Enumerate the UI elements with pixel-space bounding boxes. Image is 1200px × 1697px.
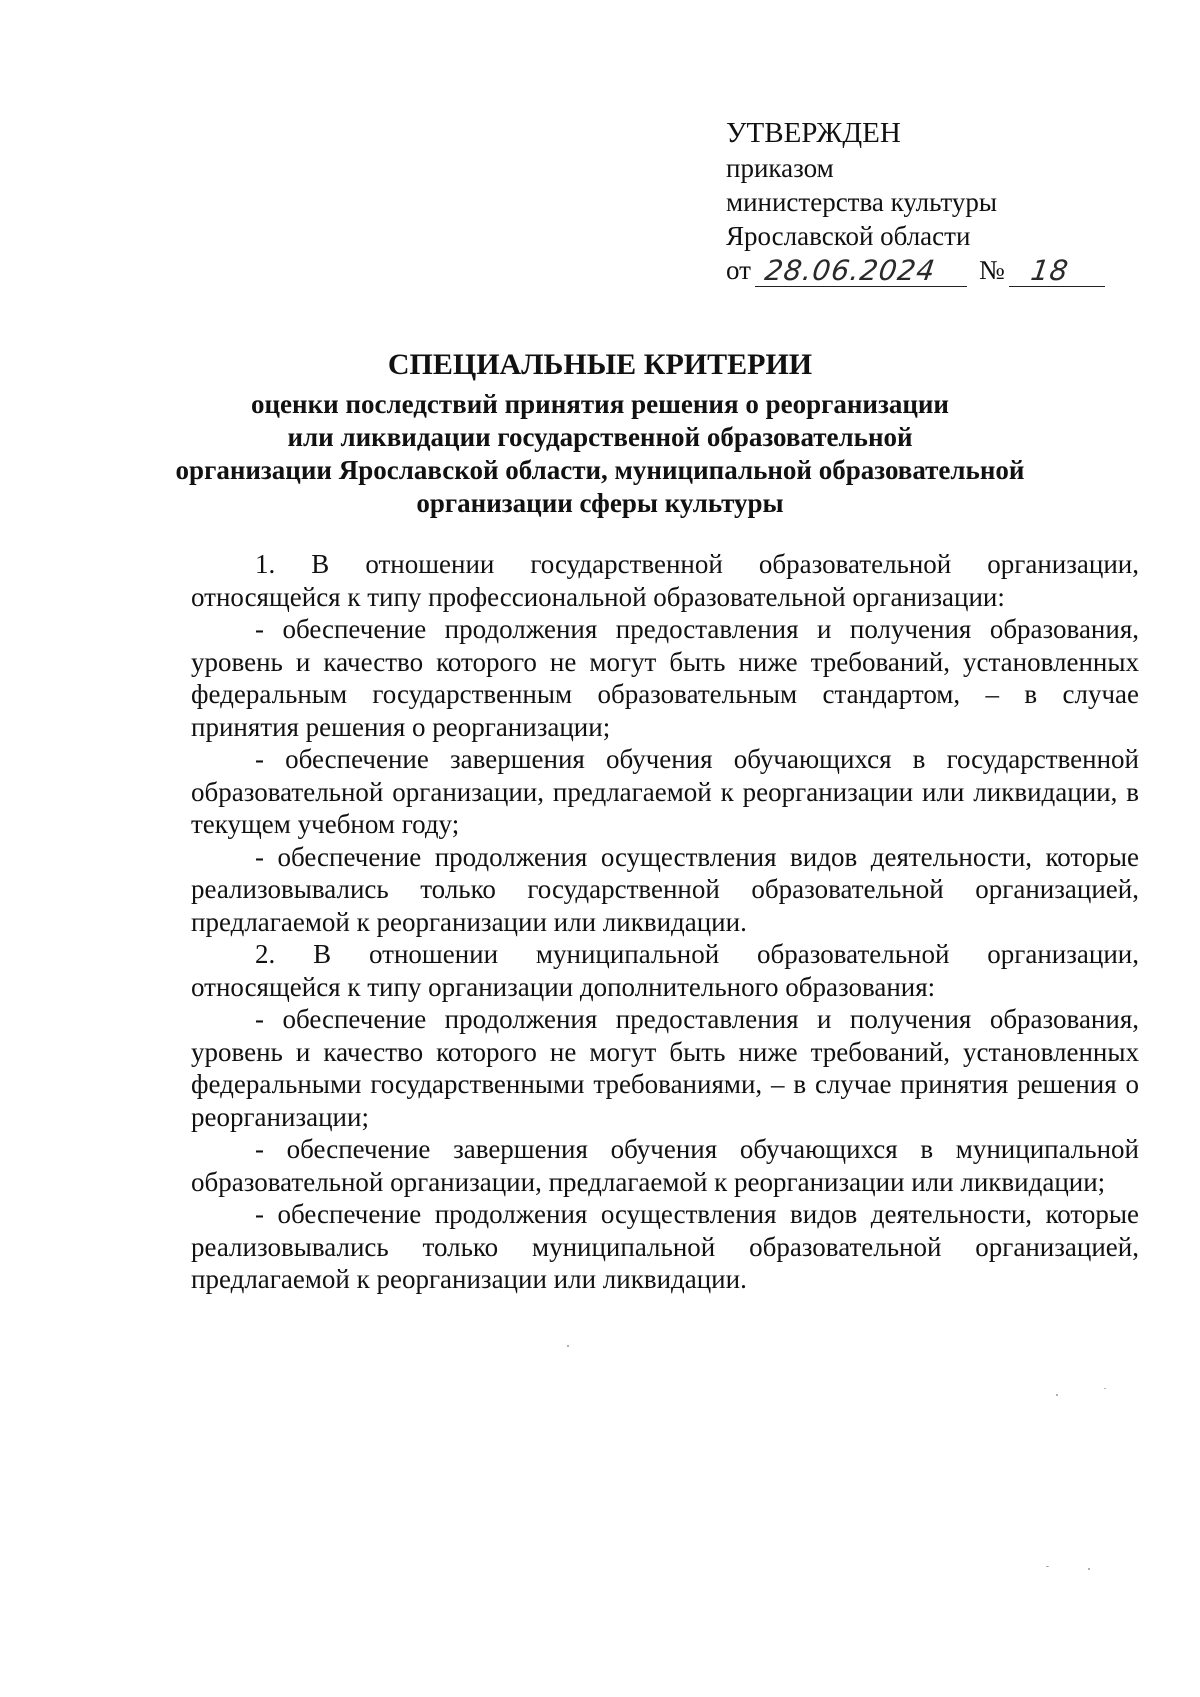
number-label: № [978, 255, 1005, 285]
approval-block [726, 116, 1105, 287]
approval-line-order: приказом [726, 153, 834, 183]
approval-date-line [726, 253, 1105, 287]
document-subtitle-line: организации Ярославской области, муниципальной образовательной [175, 455, 1025, 485]
document-subtitle-line: или ликвидации государственной образовательной [287, 422, 913, 452]
handwritten-date: 28.06.2024 [762, 254, 938, 287]
section-2-item: - обеспечение завершения обучения обучающихся в муниципальной образовательной организации, предлагаемой к реорганизации или ликвидации; [191, 1134, 1139, 1197]
section-2-intro: 2. В отношении муниципальной образовательной организации, относящейся к типу организации дополнительного образования: [191, 939, 1139, 1002]
section-1-item: - обеспечение завершения обучения обучающихся в государственной образовательной организации, предлагаемой к реорганизации или ликвидации, в текущем учебном году; [191, 744, 1139, 839]
section-2-item: - обеспечение продолжения предоставления и получения образования, уровень и качество которого не могут быть ниже требований, установленных федеральными государственными требованиями, – в случае принятия решения о реорганизации; [191, 1004, 1139, 1132]
document-subtitle-line: организации сферы культуры [416, 488, 784, 518]
scan-speck [1056, 1394, 1058, 1396]
approval-line-ministry: министерства культуры [726, 187, 998, 217]
date-blank [755, 256, 967, 287]
document-title: СПЕЦИАЛЬНЫЕ КРИТЕРИИ [387, 348, 813, 381]
approval-title: УТВЕРЖДЕН [726, 117, 901, 149]
scan-speck [1046, 1566, 1049, 1567]
date-label: от [726, 255, 751, 285]
section-1-intro: 1. В отношении государственной образовательной организации, относящейся к типу профессиональной образовательной организации: [191, 549, 1139, 612]
section-1-item: - обеспечение продолжения осуществления видов деятельности, которые реализовывались только государственной образовательной организацией, предлагаемой к реорганизации или ликвидации. [191, 841, 1139, 937]
section-2-item: - обеспечение продолжения осуществления видов деятельности, которые реализовывались только муниципальной образовательной организацией, предлагаемой к реорганизации или ликвидации. [191, 1199, 1139, 1294]
handwritten-number: 18 [1028, 254, 1071, 287]
number-blank [1009, 256, 1105, 287]
document-heading [160, 346, 1040, 520]
scan-speck [567, 1345, 569, 1347]
document-subtitle-line: оценки последствий принятия решения о реорганизации [250, 389, 949, 419]
scan-speck [1104, 1388, 1106, 1389]
section-1-item: - обеспечение продолжения предоставления и получения образования, уровень и качество которого не могут быть ниже требований, установленных федеральным государственным образовательным стандартом, – в случае принятия решения о реорганизации; [191, 614, 1139, 742]
document-body [191, 548, 1139, 1296]
approval-line-region: Ярославской области [726, 221, 971, 251]
scan-speck [1088, 1568, 1090, 1570]
